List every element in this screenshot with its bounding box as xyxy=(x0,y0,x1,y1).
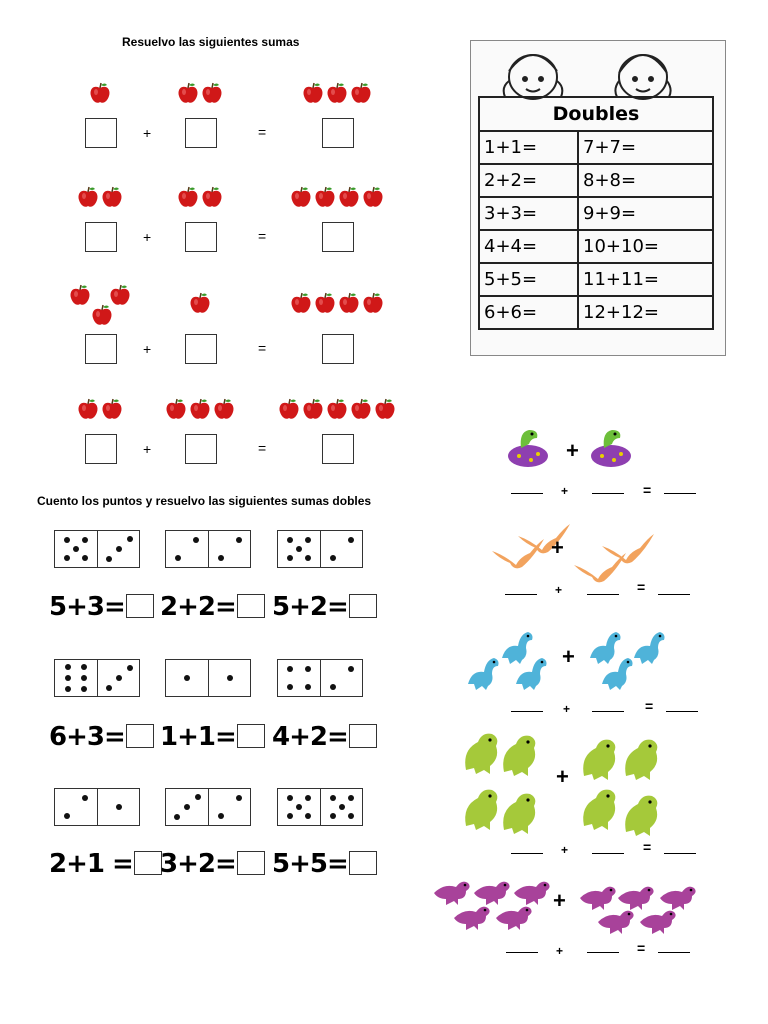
doubles-cell: 8+8= xyxy=(578,164,713,197)
doubles-cell: 5+5= xyxy=(479,263,578,296)
domino-pip xyxy=(339,804,345,810)
apple-icon xyxy=(201,186,223,208)
small-plus-sign: + xyxy=(563,702,571,716)
answer-box xyxy=(85,434,117,464)
equation xyxy=(272,849,377,879)
apple-icon xyxy=(77,398,99,420)
doubles-table xyxy=(478,96,714,330)
domino-pip xyxy=(287,795,293,801)
green-dino-icon xyxy=(620,736,662,787)
egg-dino-icon xyxy=(588,424,634,473)
doubles-row xyxy=(479,296,713,329)
equation xyxy=(160,722,265,752)
equals-sign: = xyxy=(643,482,652,498)
answer-box xyxy=(322,434,354,464)
domino-pip xyxy=(116,546,122,552)
apple-icon xyxy=(314,186,336,208)
answer-blank xyxy=(664,853,696,854)
doubles-row xyxy=(479,230,713,263)
domino-pip xyxy=(65,686,71,692)
domino-pip xyxy=(64,555,70,561)
equation-label: 3+2= xyxy=(160,849,236,879)
domino-half xyxy=(208,789,251,825)
domino-pip xyxy=(184,675,190,681)
domino-pip xyxy=(127,665,133,671)
equation xyxy=(49,722,154,752)
answer-box xyxy=(126,594,154,618)
small-plus-sign: + xyxy=(561,843,569,857)
green-dino-icon xyxy=(578,786,620,837)
doubles-cell: 2+2= xyxy=(479,164,578,197)
apple-icon xyxy=(189,292,211,314)
domino-pip xyxy=(227,675,233,681)
green-dino-icon xyxy=(460,730,502,781)
equation-label: 5+3= xyxy=(49,592,125,622)
apple-icon xyxy=(69,284,91,306)
green-dino-icon xyxy=(498,790,540,841)
doubles-cell: 4+4= xyxy=(479,230,578,263)
domino-pip xyxy=(305,666,311,672)
apple-icon xyxy=(278,398,300,420)
doubles-cell: 7+7= xyxy=(578,131,713,164)
equation-label: 2+2= xyxy=(160,592,236,622)
domino-half xyxy=(278,789,320,825)
answer-blank xyxy=(664,493,696,494)
doubles-cell: 10+10= xyxy=(578,230,713,263)
apple-icon xyxy=(350,398,372,420)
domino-pip xyxy=(287,813,293,819)
blue-dino-icon xyxy=(512,654,550,695)
domino-half xyxy=(278,531,320,567)
answer-blank xyxy=(592,853,624,854)
domino-pip xyxy=(236,795,242,801)
domino-pip xyxy=(82,555,88,561)
apple-icon xyxy=(213,398,235,420)
domino-pip xyxy=(305,813,311,819)
domino-pip xyxy=(305,684,311,690)
domino-pip xyxy=(348,537,354,543)
plus-sign: + xyxy=(143,229,152,245)
apple-icon xyxy=(165,398,187,420)
section-1-title: Resuelvo las siguientes sumas xyxy=(122,35,300,49)
equation-label: 2+1 = xyxy=(49,849,133,879)
domino-pip xyxy=(218,813,224,819)
doubles-header: Doubles xyxy=(479,97,713,131)
big-plus-sign: + xyxy=(556,764,569,789)
answer-blank xyxy=(658,952,690,953)
answer-blank xyxy=(505,594,537,595)
equals-sign: = xyxy=(637,940,646,956)
doubles-row xyxy=(479,164,713,197)
domino-half xyxy=(278,660,320,696)
domino-pip xyxy=(65,664,71,670)
doubles-cell: 1+1= xyxy=(479,131,578,164)
domino-pip xyxy=(116,804,122,810)
equation xyxy=(160,849,265,879)
purple-dino-icon xyxy=(452,902,492,935)
answer-box xyxy=(237,724,265,748)
answer-box xyxy=(185,434,217,464)
apple-icon xyxy=(101,186,123,208)
apple-icon xyxy=(201,82,223,104)
big-plus-sign: + xyxy=(553,888,566,913)
domino-half xyxy=(166,660,208,696)
pterodactyl-icon xyxy=(600,532,656,573)
doubles-cell: 11+11= xyxy=(578,263,713,296)
answer-blank xyxy=(592,493,624,494)
answer-box xyxy=(85,222,117,252)
equation-label: 6+3= xyxy=(49,722,125,752)
domino-pip xyxy=(305,555,311,561)
answer-box xyxy=(322,118,354,148)
answer-box xyxy=(349,851,377,875)
equals-sign: = xyxy=(258,340,267,356)
purple-dino-icon xyxy=(596,906,636,939)
domino-half xyxy=(97,789,140,825)
domino-tile xyxy=(54,659,140,697)
domino-pip xyxy=(330,684,336,690)
equation-label: 4+2= xyxy=(272,722,348,752)
blue-dino-icon xyxy=(464,654,502,695)
domino-pip xyxy=(127,536,133,542)
domino-pip xyxy=(81,675,87,681)
equation-label: 5+5= xyxy=(272,849,348,879)
doubles-cell: 3+3= xyxy=(479,197,578,230)
apple-icon xyxy=(326,82,348,104)
green-dino-icon xyxy=(460,786,502,837)
domino-pip xyxy=(64,813,70,819)
apple-icon xyxy=(177,186,199,208)
green-dino-icon xyxy=(498,732,540,783)
answer-box xyxy=(349,724,377,748)
apple-icon xyxy=(338,292,360,314)
answer-box xyxy=(85,334,117,364)
apple-icon xyxy=(362,292,384,314)
purple-dino-icon xyxy=(638,906,678,939)
equation xyxy=(272,592,377,622)
answer-blank xyxy=(587,952,619,953)
domino-pip xyxy=(184,804,190,810)
doubles-cell: 12+12= xyxy=(578,296,713,329)
equation xyxy=(160,592,265,622)
domino-pip xyxy=(236,537,242,543)
domino-pip xyxy=(218,555,224,561)
domino-pip xyxy=(330,813,336,819)
domino-pip xyxy=(287,555,293,561)
answer-box xyxy=(322,334,354,364)
domino-tile xyxy=(277,530,363,568)
doubles-row xyxy=(479,263,713,296)
domino-half xyxy=(320,531,363,567)
domino-half xyxy=(320,789,363,825)
apple-icon xyxy=(101,398,123,420)
doubles-cell: 6+6= xyxy=(479,296,578,329)
domino-half xyxy=(55,531,97,567)
purple-dino-icon xyxy=(494,902,534,935)
domino-pip xyxy=(174,814,180,820)
domino-pip xyxy=(116,675,122,681)
answer-blank xyxy=(511,711,543,712)
answer-box xyxy=(85,118,117,148)
domino-pip xyxy=(195,794,201,800)
domino-pip xyxy=(106,685,112,691)
small-plus-sign: + xyxy=(555,583,563,597)
domino-pip xyxy=(82,537,88,543)
domino-tile xyxy=(165,530,251,568)
answer-box xyxy=(134,851,162,875)
domino-pip xyxy=(305,795,311,801)
domino-pip xyxy=(296,546,302,552)
domino-half xyxy=(97,531,140,567)
equation-label: 5+2= xyxy=(272,592,348,622)
apple-icon xyxy=(290,186,312,208)
apple-icon xyxy=(77,186,99,208)
domino-pip xyxy=(175,555,181,561)
domino-tile xyxy=(54,530,140,568)
green-dino-icon xyxy=(578,736,620,787)
domino-tile xyxy=(165,788,251,826)
domino-half xyxy=(166,789,208,825)
doubles-row xyxy=(479,131,713,164)
apple-icon xyxy=(350,82,372,104)
domino-pip xyxy=(64,537,70,543)
domino-pip xyxy=(348,795,354,801)
plus-sign: + xyxy=(143,441,152,457)
domino-half xyxy=(320,660,363,696)
answer-box xyxy=(185,334,217,364)
answer-blank xyxy=(511,493,543,494)
domino-tile xyxy=(54,788,140,826)
equals-sign: = xyxy=(258,440,267,456)
domino-pip xyxy=(73,546,79,552)
apple-icon xyxy=(314,292,336,314)
answer-blank xyxy=(587,594,619,595)
apple-icon xyxy=(302,82,324,104)
domino-tile xyxy=(277,788,363,826)
equation xyxy=(272,722,377,752)
equation-label: 1+1= xyxy=(160,722,236,752)
plus-sign: + xyxy=(143,341,152,357)
blue-dino-icon xyxy=(598,654,636,695)
big-plus-sign: + xyxy=(566,438,579,463)
domino-half xyxy=(97,660,140,696)
big-plus-sign: + xyxy=(562,644,575,669)
domino-half xyxy=(166,531,208,567)
answer-blank xyxy=(506,952,538,953)
equals-sign: = xyxy=(258,124,267,140)
domino-pip xyxy=(296,804,302,810)
section-2-title: Cuento los puntos y resuelvo las siguientes sumas dobles xyxy=(37,494,372,508)
domino-tile xyxy=(165,659,251,697)
domino-half xyxy=(208,531,251,567)
apple-icon xyxy=(89,82,111,104)
egg-dino-icon xyxy=(505,424,551,473)
equation xyxy=(49,592,154,622)
apple-icon xyxy=(302,398,324,420)
answer-box xyxy=(237,594,265,618)
apple-icon xyxy=(374,398,396,420)
domino-pip xyxy=(106,556,112,562)
apple-icon xyxy=(189,398,211,420)
domino-pip xyxy=(330,795,336,801)
domino-pip xyxy=(287,666,293,672)
apple-icon xyxy=(109,284,131,306)
doubles-cell: 9+9= xyxy=(578,197,713,230)
apple-icon xyxy=(326,398,348,420)
answer-box xyxy=(185,222,217,252)
equals-sign: = xyxy=(637,579,646,595)
domino-pip xyxy=(348,666,354,672)
apple-icon xyxy=(338,186,360,208)
equals-sign: = xyxy=(258,228,267,244)
domino-half xyxy=(55,789,97,825)
answer-box xyxy=(185,118,217,148)
domino-pip xyxy=(287,537,293,543)
domino-pip xyxy=(348,813,354,819)
answer-blank xyxy=(658,594,690,595)
plus-sign: + xyxy=(143,125,152,141)
apple-icon xyxy=(362,186,384,208)
answer-blank xyxy=(511,853,543,854)
small-plus-sign: + xyxy=(561,484,569,498)
green-dino-icon xyxy=(620,792,662,843)
domino-pip xyxy=(305,537,311,543)
answer-box xyxy=(349,594,377,618)
domino-tile xyxy=(277,659,363,697)
big-plus-sign: + xyxy=(551,535,564,560)
domino-half xyxy=(55,660,97,696)
answer-blank xyxy=(592,711,624,712)
answer-box xyxy=(237,851,265,875)
domino-half xyxy=(208,660,251,696)
small-plus-sign: + xyxy=(556,944,564,958)
domino-pip xyxy=(82,795,88,801)
apple-icon xyxy=(177,82,199,104)
domino-pip xyxy=(193,537,199,543)
answer-box xyxy=(126,724,154,748)
domino-pip xyxy=(81,686,87,692)
apple-icon xyxy=(91,304,113,326)
answer-box xyxy=(322,222,354,252)
domino-pip xyxy=(287,684,293,690)
girls-illustration xyxy=(471,41,725,101)
equation xyxy=(49,849,162,879)
equals-sign: = xyxy=(643,839,652,855)
domino-pip xyxy=(65,675,71,681)
equals-sign: = xyxy=(645,698,654,714)
answer-blank xyxy=(666,711,698,712)
domino-pip xyxy=(330,555,336,561)
domino-pip xyxy=(81,664,87,670)
doubles-row xyxy=(479,197,713,230)
apple-icon xyxy=(290,292,312,314)
